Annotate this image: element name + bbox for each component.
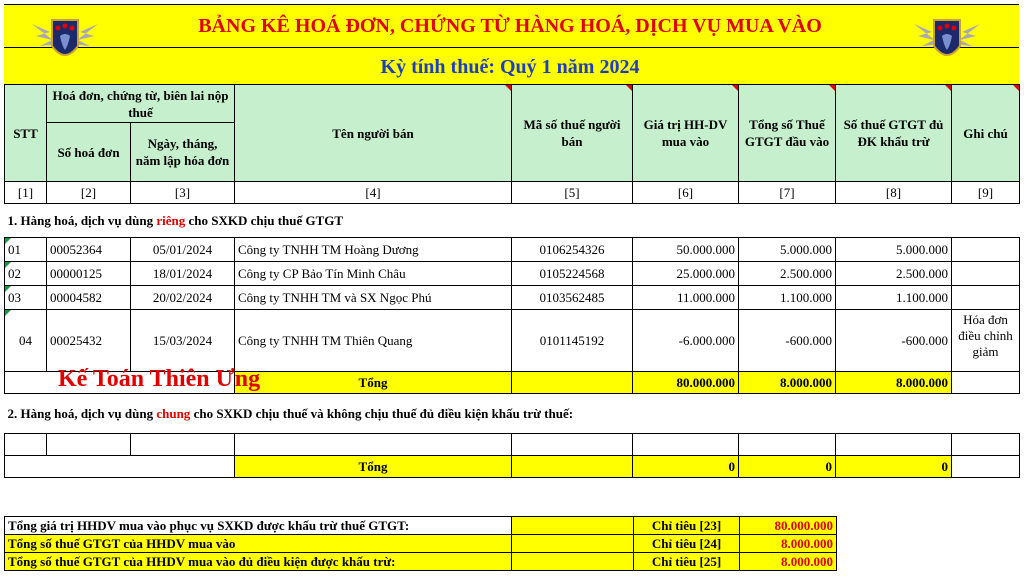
summary-label: Tổng số thuế GTGT của HHDV mua vào: [5, 535, 512, 553]
header-invoice-group: Hoá đơn, chứng từ, biên lai nộp thuế: [47, 85, 235, 123]
empty-cell: [235, 434, 512, 456]
header-deductible-vat: Số thuế GTGT đủ ĐK khấu trừ: [836, 85, 952, 182]
index-cell: [9]: [952, 182, 1020, 204]
total-1-note: [952, 372, 1020, 394]
empty-cell: [5, 434, 47, 456]
invoice-no-cell: 00025432: [47, 310, 131, 372]
seller-cell: Công ty CP Bảo Tín Minh Châu: [235, 262, 512, 286]
section-1-heading: 1. Hàng hoá, dịch vụ dùng riêng cho SXKD chịu thuế GTGT: [5, 204, 1020, 238]
tax-code-cell: 0105224568: [512, 262, 633, 286]
value-cell: -6.000.000: [633, 310, 739, 372]
index-cell: [6]: [633, 182, 739, 204]
summary-spacer: [512, 553, 634, 571]
vat-cell: 2.500.000: [739, 262, 836, 286]
total-2-blank: [512, 456, 633, 478]
empty-cell: [633, 434, 739, 456]
index-cell: [8]: [836, 182, 952, 204]
tax-code-cell: 0106254326: [512, 238, 633, 262]
summary-amount: 8.000.000: [740, 553, 837, 571]
summary-code: Chỉ tiêu [23]: [634, 517, 740, 535]
invoice-date-cell: 15/03/2024: [131, 310, 235, 372]
invoice-no-cell: 00004582: [47, 286, 131, 310]
invoice-no-cell: 00052364: [47, 238, 131, 262]
stt-cell: 03: [5, 286, 47, 310]
summary-label: Tổng số thuế GTGT của HHDV mua vào đủ điều kiện được khấu trừ:: [5, 553, 512, 571]
summary-amount: 8.000.000: [740, 535, 837, 553]
watermark-text: Kế Toán Thiên Ưng: [58, 366, 261, 392]
total-1-blank: [512, 372, 633, 394]
summary-code: Chỉ tiêu [25]: [634, 553, 740, 571]
stt-cell: 02: [5, 262, 47, 286]
header-value: Giá trị HH-DV mua vào: [633, 85, 739, 182]
section-2-heading: 2. Hàng hoá, dịch vụ dùng chung cho SXKD chịu thuế và không chịu thuế đủ điều kiện khấu trừ thuế:: [5, 394, 1020, 434]
empty-cell: [131, 434, 235, 456]
total-2-label: Tổng: [235, 456, 512, 478]
value-cell: 25.000.000: [633, 262, 739, 286]
vat-cell: 5.000.000: [739, 238, 836, 262]
header-seller: Tên người bán: [235, 85, 512, 182]
invoice-date-cell: 18/01/2024: [131, 262, 235, 286]
tax-code-cell: 0101145192: [512, 310, 633, 372]
note-cell: Hóa đơn điều chỉnh giảm: [952, 310, 1020, 372]
summary-table: [4, 516, 837, 571]
summary-row: [5, 553, 837, 571]
deductible-cell: -600.000: [836, 310, 952, 372]
invoice-date-cell: 20/02/2024: [131, 286, 235, 310]
company-logo-left: [30, 6, 100, 72]
deductible-cell: 1.100.000: [836, 286, 952, 310]
header-total-vat: Tổng số Thuế GTGT đầu vào: [739, 85, 836, 182]
total-1-deductible: 8.000.000: [836, 372, 952, 394]
total-2-value: 0: [633, 456, 739, 478]
table-row: [5, 310, 1020, 372]
summary-spacer: [512, 517, 634, 535]
vat-cell: 1.100.000: [739, 286, 836, 310]
seller-cell: Công ty TNHH TM Hoàng Dương: [235, 238, 512, 262]
empty-cell: [47, 434, 131, 456]
report-title: BẢNG KÊ HOÁ ĐƠN, CHỨNG TỪ HÀNG HOÁ, DỊCH VỤ MUA VÀO: [198, 15, 822, 37]
empty-cell: [739, 434, 836, 456]
summary-spacer: [512, 535, 634, 553]
summary-code: Chỉ tiêu [24]: [634, 535, 740, 553]
value-cell: 11.000.000: [633, 286, 739, 310]
total-2-deductible: 0: [836, 456, 952, 478]
header-stt: STT: [5, 85, 47, 182]
header-invoice-date: Ngày, tháng, năm lập hóa đơn: [131, 123, 235, 182]
table-row: [5, 434, 1020, 456]
invoice-table: [4, 84, 1020, 478]
value-cell: 50.000.000: [633, 238, 739, 262]
empty-cell: [836, 434, 952, 456]
total-2-vat: 0: [739, 456, 836, 478]
total-2-note: [952, 456, 1020, 478]
deductible-cell: 5.000.000: [836, 238, 952, 262]
summary-row: [5, 535, 837, 553]
table-row: [5, 286, 1020, 310]
total-1-label: Tổng: [235, 372, 512, 394]
summary-label: Tổng giá trị HHDV mua vào phục vụ SXKD được khấu trừ thuế GTGT:: [5, 517, 512, 535]
vat-cell: -600.000: [739, 310, 836, 372]
header-note: Ghi chú: [952, 85, 1020, 182]
note-cell: [952, 238, 1020, 262]
tax-code-cell: 0103562485: [512, 286, 633, 310]
index-cell: [5]: [512, 182, 633, 204]
seller-cell: Công ty TNHH TM và SX Ngọc Phú: [235, 286, 512, 310]
empty-cell: [512, 434, 633, 456]
total-1-value: 80.000.000: [633, 372, 739, 394]
index-cell: [3]: [131, 182, 235, 204]
index-cell: [1]: [5, 182, 47, 204]
stt-cell: 01: [5, 238, 47, 262]
invoice-no-cell: 00000125: [47, 262, 131, 286]
invoice-date-cell: 05/01/2024: [131, 238, 235, 262]
index-cell: [7]: [739, 182, 836, 204]
index-cell: [4]: [235, 182, 512, 204]
table-row: [5, 238, 1020, 262]
summary-row: [5, 517, 837, 535]
total-2-spacer: [5, 456, 235, 478]
total-1-vat: 8.000.000: [739, 372, 836, 394]
report-period: Kỳ tính thuế: Quý 1 năm 2024: [380, 56, 640, 78]
header-tax-code: Mã số thuế người bán: [512, 85, 633, 182]
empty-cell: [952, 434, 1020, 456]
summary-amount: 80.000.000: [740, 517, 837, 535]
seller-cell: Công ty TNHH TM Thiên Quang: [235, 310, 512, 372]
company-logo-right: [912, 6, 982, 72]
table-row: [5, 262, 1020, 286]
stt-cell: 04: [5, 310, 47, 372]
note-cell: [952, 262, 1020, 286]
deductible-cell: 2.500.000: [836, 262, 952, 286]
index-cell: [2]: [47, 182, 131, 204]
note-cell: [952, 286, 1020, 310]
header-invoice-no: Số hoá đơn: [47, 123, 131, 182]
